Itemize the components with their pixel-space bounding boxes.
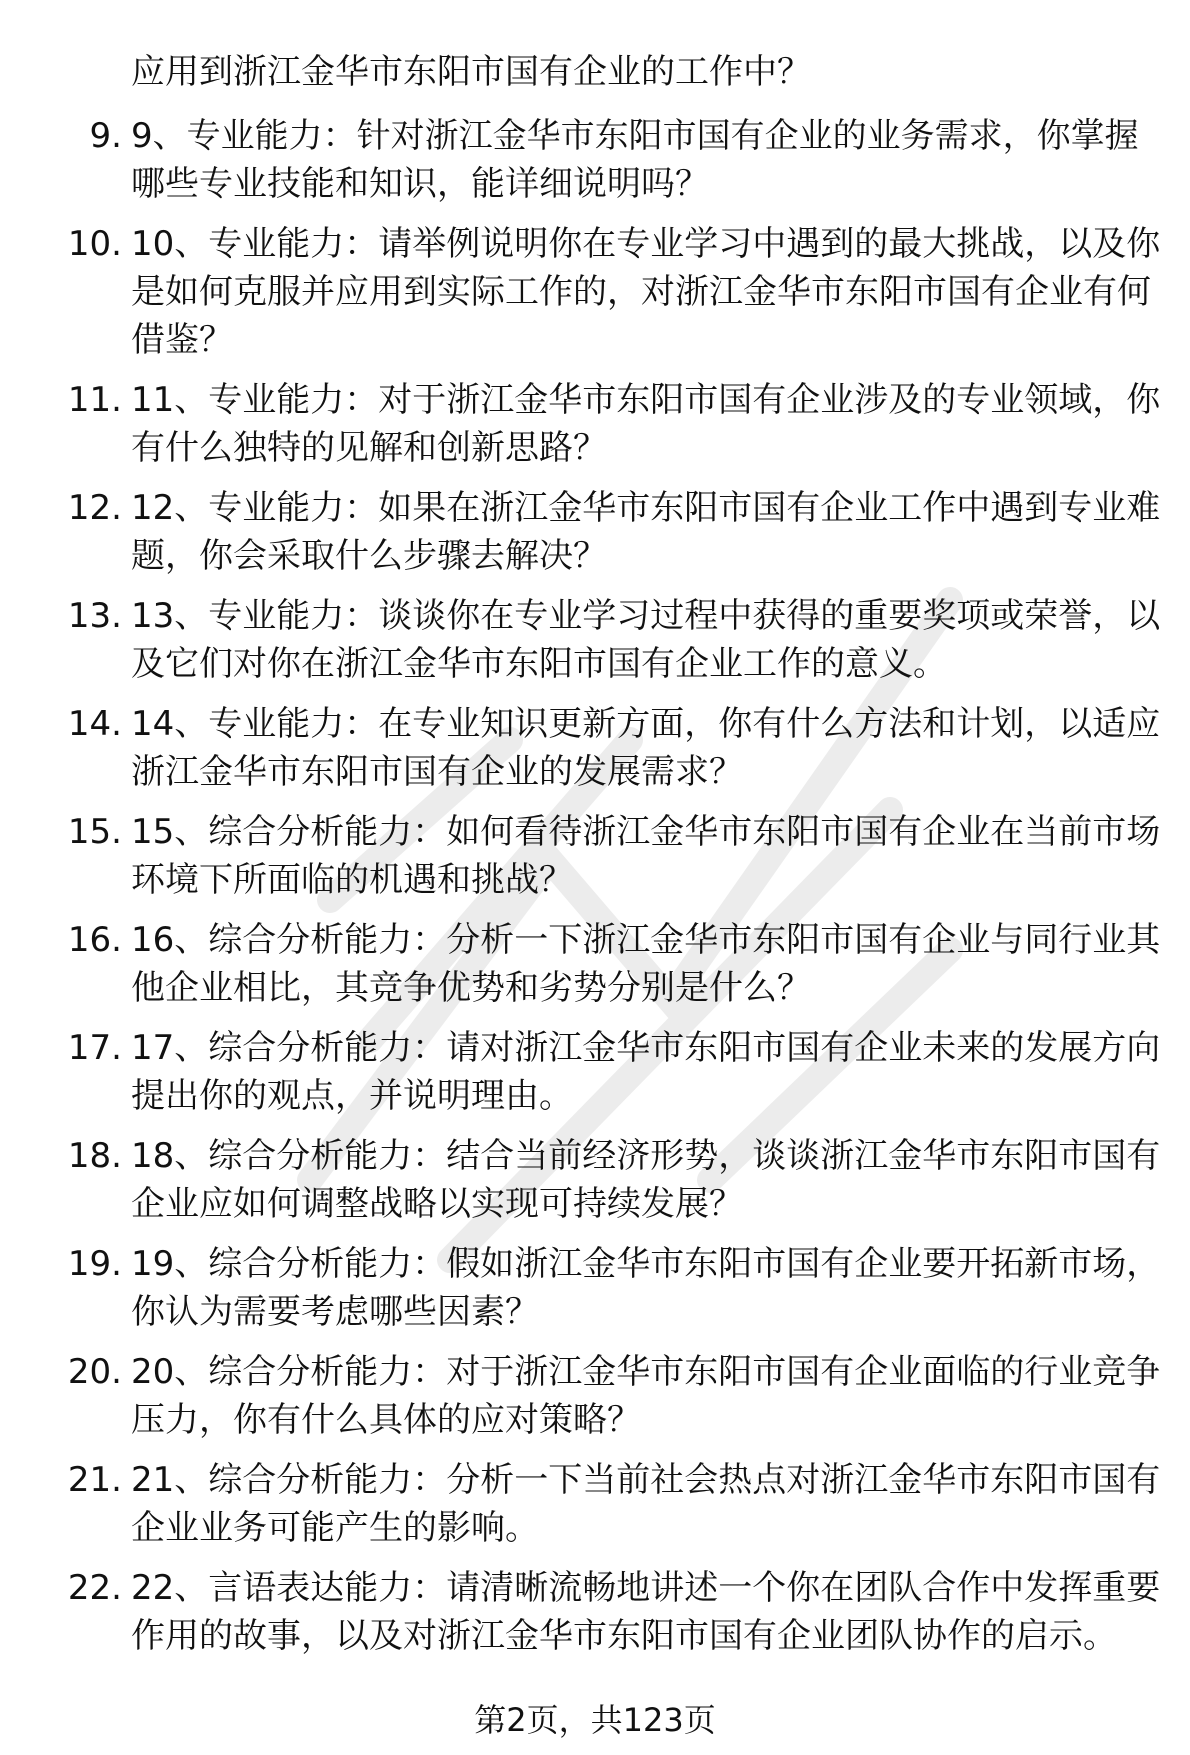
item-number: 21.: [67, 1460, 122, 1500]
question-text: 14、专业能力：在专业知识更新方面，你有什么方法和计划，以适应浙江金华市东阳市国有企业的发展需求？: [131, 704, 1161, 792]
list-item: [0, 484, 1166, 580]
question-text: 9、专业能力：针对浙江金华市东阳市国有企业的业务需求，你掌握哪些专业技能和知识，能详细说明吗？: [131, 116, 1139, 204]
list-item: [0, 808, 1166, 904]
item-number: 12.: [67, 488, 122, 528]
item-number: 13.: [67, 596, 122, 636]
item-number: 15.: [67, 812, 122, 852]
item-number: 20.: [67, 1352, 122, 1392]
question-text: 12、专业能力：如果在浙江金华市东阳市国有企业工作中遇到专业难题，你会采取什么步骤去解决？: [131, 488, 1161, 576]
question-text: 16、综合分析能力：分析一下浙江金华市东阳市国有企业与同行业其他企业相比，其竞争优势和劣势分别是什么？: [131, 920, 1161, 1008]
list-item: [0, 1132, 1166, 1228]
item-number: 9.: [89, 116, 122, 156]
item-number: 11.: [67, 380, 122, 420]
question-text: 15、综合分析能力：如何看待浙江金华市东阳市国有企业在当前市场环境下所面临的机遇和挑战？: [131, 812, 1161, 900]
list-item: [0, 700, 1166, 796]
item-number: 19.: [67, 1244, 122, 1284]
list-item: [0, 112, 1166, 208]
list-item: [0, 592, 1166, 688]
list-item: [0, 1456, 1166, 1552]
list-item: [0, 376, 1166, 472]
question-text: 10、专业能力：请举例说明你在专业学习中遇到的最大挑战，以及你是如何克服并应用到实际工作的，对浙江金华市东阳市国有企业有何借鉴？: [131, 224, 1161, 360]
list-item: [0, 220, 1166, 364]
question-text: 19、综合分析能力：假如浙江金华市东阳市国有企业要开拓新市场，你认为需要考虑哪些因素？: [131, 1244, 1161, 1332]
list-item: [0, 1024, 1166, 1120]
lead-text: 应用到浙江金华市东阳市国有企业的工作中？: [131, 52, 811, 92]
item-number: 14.: [67, 704, 122, 744]
list-item: [0, 1348, 1166, 1444]
question-text: 20、综合分析能力：对于浙江金华市东阳市国有企业面临的行业竞争压力，你有什么具体的应对策略？: [131, 1352, 1161, 1440]
item-number: 16.: [67, 920, 122, 960]
item-number: 10.: [67, 224, 122, 264]
question-text: 13、专业能力：谈谈你在专业学习过程中获得的重要奖项或荣誉，以及它们对你在浙江金华市东阳市国有企业工作的意义。: [131, 596, 1161, 684]
item-number: 17.: [67, 1028, 122, 1068]
list-item: [0, 916, 1166, 1012]
question-text: 11、专业能力：对于浙江金华市东阳市国有企业涉及的专业领域，你有什么独特的见解和创新思路？: [131, 380, 1161, 468]
page-footer: 第2页，共123页: [474, 1701, 716, 1739]
question-text: 22、言语表达能力：请清晰流畅地讲述一个你在团队合作中发挥重要作用的故事，以及对浙江金华市东阳市国有企业团队协作的启示。: [131, 1568, 1161, 1656]
question-text: 18、综合分析能力：结合当前经济形势，谈谈浙江金华市东阳市国有企业应如何调整战略以实现可持续发展？: [131, 1136, 1161, 1224]
question-text: 21、综合分析能力：分析一下当前社会热点对浙江金华市东阳市国有企业业务可能产生的影响。: [131, 1460, 1161, 1548]
item-number: 22.: [67, 1568, 122, 1608]
question-list: [0, 112, 1190, 1672]
item-number: 18.: [67, 1136, 122, 1176]
question-text: 17、综合分析能力：请对浙江金华市东阳市国有企业未来的发展方向提出你的观点，并说明理由。: [131, 1028, 1161, 1116]
list-item: [0, 1240, 1166, 1336]
list-item: [0, 1564, 1166, 1660]
